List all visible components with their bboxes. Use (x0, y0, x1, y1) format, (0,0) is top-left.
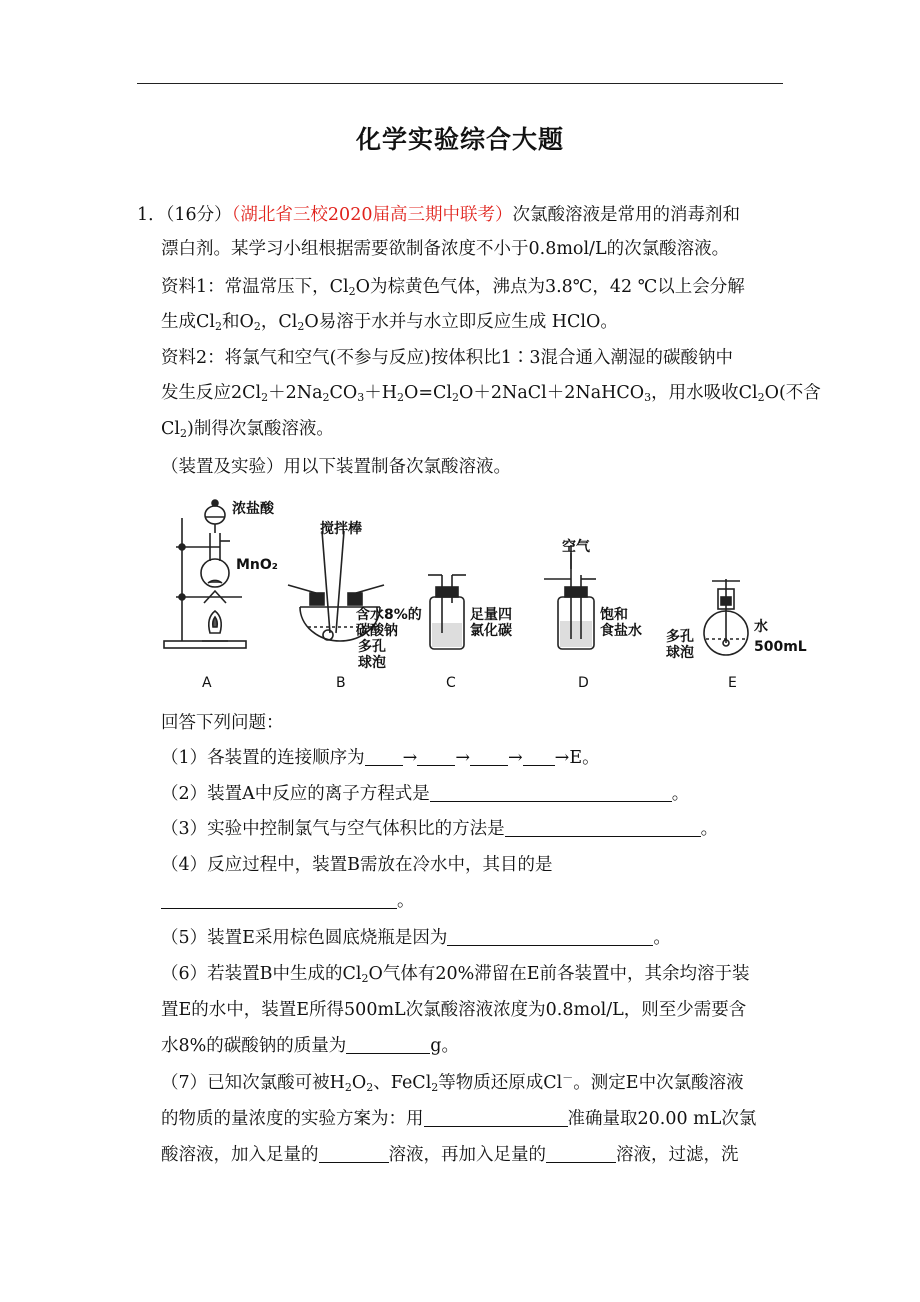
q2-line (161, 783, 689, 805)
q6-text: （6）若装置B中生成的Cl (161, 964, 362, 984)
prompt-text: 回答下列问题： (161, 713, 284, 733)
arrow-icon: → (402, 748, 418, 768)
q7-text: O (351, 1073, 367, 1093)
answer-blank[interactable] (346, 1036, 430, 1054)
q7-text: 溶液，再加入足量的 (388, 1145, 546, 1165)
subscript: 2 (431, 1081, 439, 1094)
subscript: 2 (366, 1081, 374, 1094)
device-e (704, 579, 748, 655)
question-line-2 (161, 238, 729, 260)
subscript: 3 (644, 391, 652, 404)
subscript: 2 (344, 1081, 352, 1094)
intro-text-2: 漂白剂。某学习小组根据需要欲制备浓度不小于0.8mol/L的次氯酸溶液。 (161, 239, 730, 259)
q7-text: （7）已知次氯酸可被H (161, 1073, 345, 1093)
q7-text: 准确量取20.00 mL次氯 (567, 1109, 757, 1129)
label-bubbler-b-2: 球泡 (358, 655, 386, 671)
device-c (428, 575, 466, 649)
info2-text: ，用水吸收Cl (651, 383, 758, 403)
info2-text: ＋2Na (268, 383, 323, 403)
intro-text: 次氯酸溶液是常用的消毒剂和 (512, 205, 740, 225)
label-water: 水 (754, 619, 768, 635)
info2-text: ＋H (364, 383, 398, 403)
q7-text: 。测定E中次氯酸溶液 (573, 1073, 744, 1093)
info1-text: O为棕黄色气体，沸点为3.8℃，42 ℃以上会分解 (355, 277, 745, 297)
answer-blank[interactable] (546, 1145, 616, 1163)
q6-line-1 (161, 963, 750, 985)
label-brine-1: 饱和 (600, 607, 628, 623)
q6-text: O气体有20%滞留在E前各装置中，其余均溶于装 (368, 964, 750, 984)
period: 。 (671, 784, 690, 804)
device-letter-c: C (446, 675, 456, 691)
device-letter-a: A (202, 675, 212, 691)
subscript: 2 (452, 391, 460, 404)
answer-blank[interactable] (430, 784, 672, 802)
period: 。 (397, 891, 415, 911)
q2-text: （2）装置A中反应的离子方程式是 (161, 784, 430, 804)
subscript: 3 (357, 391, 365, 404)
q1-text: （1）各装置的连接顺序为 (161, 748, 365, 768)
info1-text: 和O (222, 312, 254, 332)
period: 。 (700, 819, 719, 839)
question-number: 1． (137, 205, 166, 225)
answer-blank[interactable] (417, 748, 455, 766)
label-bubbler-e-2: 球泡 (666, 645, 694, 661)
answer-blank[interactable] (424, 1109, 568, 1127)
device-letter-d: D (578, 675, 589, 691)
q5-line (161, 927, 671, 949)
q7-text: 酸溶液，加入足量的 (161, 1145, 319, 1165)
label-stirrer: 搅拌棒 (320, 521, 362, 537)
subscript: 2 (253, 320, 261, 333)
device-letter-b: B (336, 675, 346, 691)
label-ccl4-2: 氯化碳 (470, 623, 512, 639)
label-brine-2: 食盐水 (600, 623, 642, 639)
subscript: 2 (215, 320, 222, 333)
info2-text: O(不含 (764, 383, 821, 403)
info2-line-3 (161, 418, 334, 440)
q7-line-2 (161, 1108, 756, 1130)
subscript: 2 (261, 391, 269, 404)
answer-blank[interactable] (161, 891, 397, 909)
label-na2co3-2: 碳酸钠 (356, 623, 398, 639)
info1-line-2 (161, 311, 618, 333)
answer-blank[interactable] (523, 748, 555, 766)
label-air: 空气 (562, 539, 590, 555)
q1-line (161, 747, 600, 769)
q4-line (161, 854, 553, 876)
label-bubbler-b-1: 多孔 (358, 639, 386, 655)
q6-line-2 (161, 999, 746, 1021)
arrow-icon: → (554, 748, 570, 768)
info1-text: 资料1：常温常压下，Cl (161, 277, 349, 297)
label-ccl4-1: 足量四 (470, 607, 512, 623)
header-rule (137, 83, 783, 84)
info2-text: Cl (161, 419, 180, 439)
q6-line-3 (161, 1035, 459, 1057)
question-source: （湖北省三校2020届高三期中联考） (231, 205, 513, 225)
q3-text: （3）实验中控制氯气与空气体积比的方法是 (161, 819, 505, 839)
info2-text: 发生反应2Cl (161, 383, 262, 403)
info1-text: ，Cl (260, 312, 298, 332)
subscript: 2 (348, 285, 356, 298)
device-d (544, 545, 596, 649)
info2-text: O=Cl (404, 383, 453, 403)
q7-text: 、FeCl (373, 1073, 432, 1093)
question-line-1 (137, 204, 740, 226)
arrow-icon: → (507, 748, 523, 768)
q6-text: 水8%的碳酸钠的质量为 (161, 1036, 347, 1056)
subscript: 2 (757, 391, 765, 404)
setup-line (161, 456, 511, 478)
arrow-icon: → (455, 748, 470, 768)
info2-line-2 (161, 382, 821, 404)
superscript: － (562, 1071, 574, 1084)
label-na2co3-1: 含水8%的 (356, 607, 422, 623)
device-letter-e: E (728, 675, 737, 691)
page-title: 化学实验综合大题 (355, 125, 564, 154)
subscript: 2 (361, 972, 369, 985)
label-mno2: MnO₂ (236, 557, 278, 573)
q3-line (161, 818, 718, 840)
setup-text: （装置及实验）用以下装置制备次氯酸溶液。 (161, 457, 511, 477)
info2-text: O＋2NaCl＋2NaHCO (459, 383, 645, 403)
answers-prompt (161, 712, 284, 734)
info2-text: )制得次氯酸溶液。 (187, 419, 334, 439)
device-a (164, 500, 246, 648)
q6-text: 置E的水中，装置E所得500mL次氯酸溶液浓度为0.8mol/L，则至少需要含 (161, 1000, 747, 1020)
info2-line-1 (161, 347, 733, 369)
q5-text: （5）装置E采用棕色圆底烧瓶是因为 (161, 928, 448, 948)
answer-blank[interactable] (505, 819, 701, 837)
answer-blank[interactable] (470, 748, 508, 766)
period: 。 (653, 928, 671, 948)
answer-blank[interactable] (365, 748, 403, 766)
question-points: （16分） (165, 205, 232, 225)
subscript: 2 (180, 427, 187, 440)
info1-text: O易溶于水并与水立即反应生成 HClO。 (304, 312, 618, 332)
label-volume: 500mL (754, 639, 807, 655)
q7-text: 等物质还原成Cl (438, 1073, 563, 1093)
answer-blank[interactable] (447, 928, 653, 946)
q7-text: 的物质的量浓度的实验方案为：用 (161, 1109, 424, 1129)
subscript: 2 (397, 391, 405, 404)
info1-text: 生成Cl (161, 312, 215, 332)
answer-blank[interactable] (319, 1145, 389, 1163)
q4-answer-line (161, 890, 415, 912)
label-conc-hcl: 浓盐酸 (232, 501, 274, 517)
q7-line-1 (161, 1072, 744, 1094)
info2-text: CO (329, 383, 358, 403)
subscript: 2 (297, 320, 305, 333)
info2-text: 资料2：将氯气和空气(不参与反应)按体积比1∶3混合通入潮湿的碳酸钠中 (161, 348, 734, 368)
q4-text: （4）反应过程中，装置B需放在冷水中，其目的是 (161, 855, 553, 875)
info1-line-1 (161, 276, 745, 298)
label-bubbler-e-1: 多孔 (666, 629, 694, 645)
apparatus-diagram (160, 493, 810, 693)
q6-unit: g。 (430, 1036, 459, 1056)
q7-text: 溶液，过滤，洗 (616, 1145, 739, 1165)
subscript: 2 (322, 391, 330, 404)
q7-line-3 (161, 1144, 739, 1166)
q1-end: E。 (569, 748, 600, 768)
